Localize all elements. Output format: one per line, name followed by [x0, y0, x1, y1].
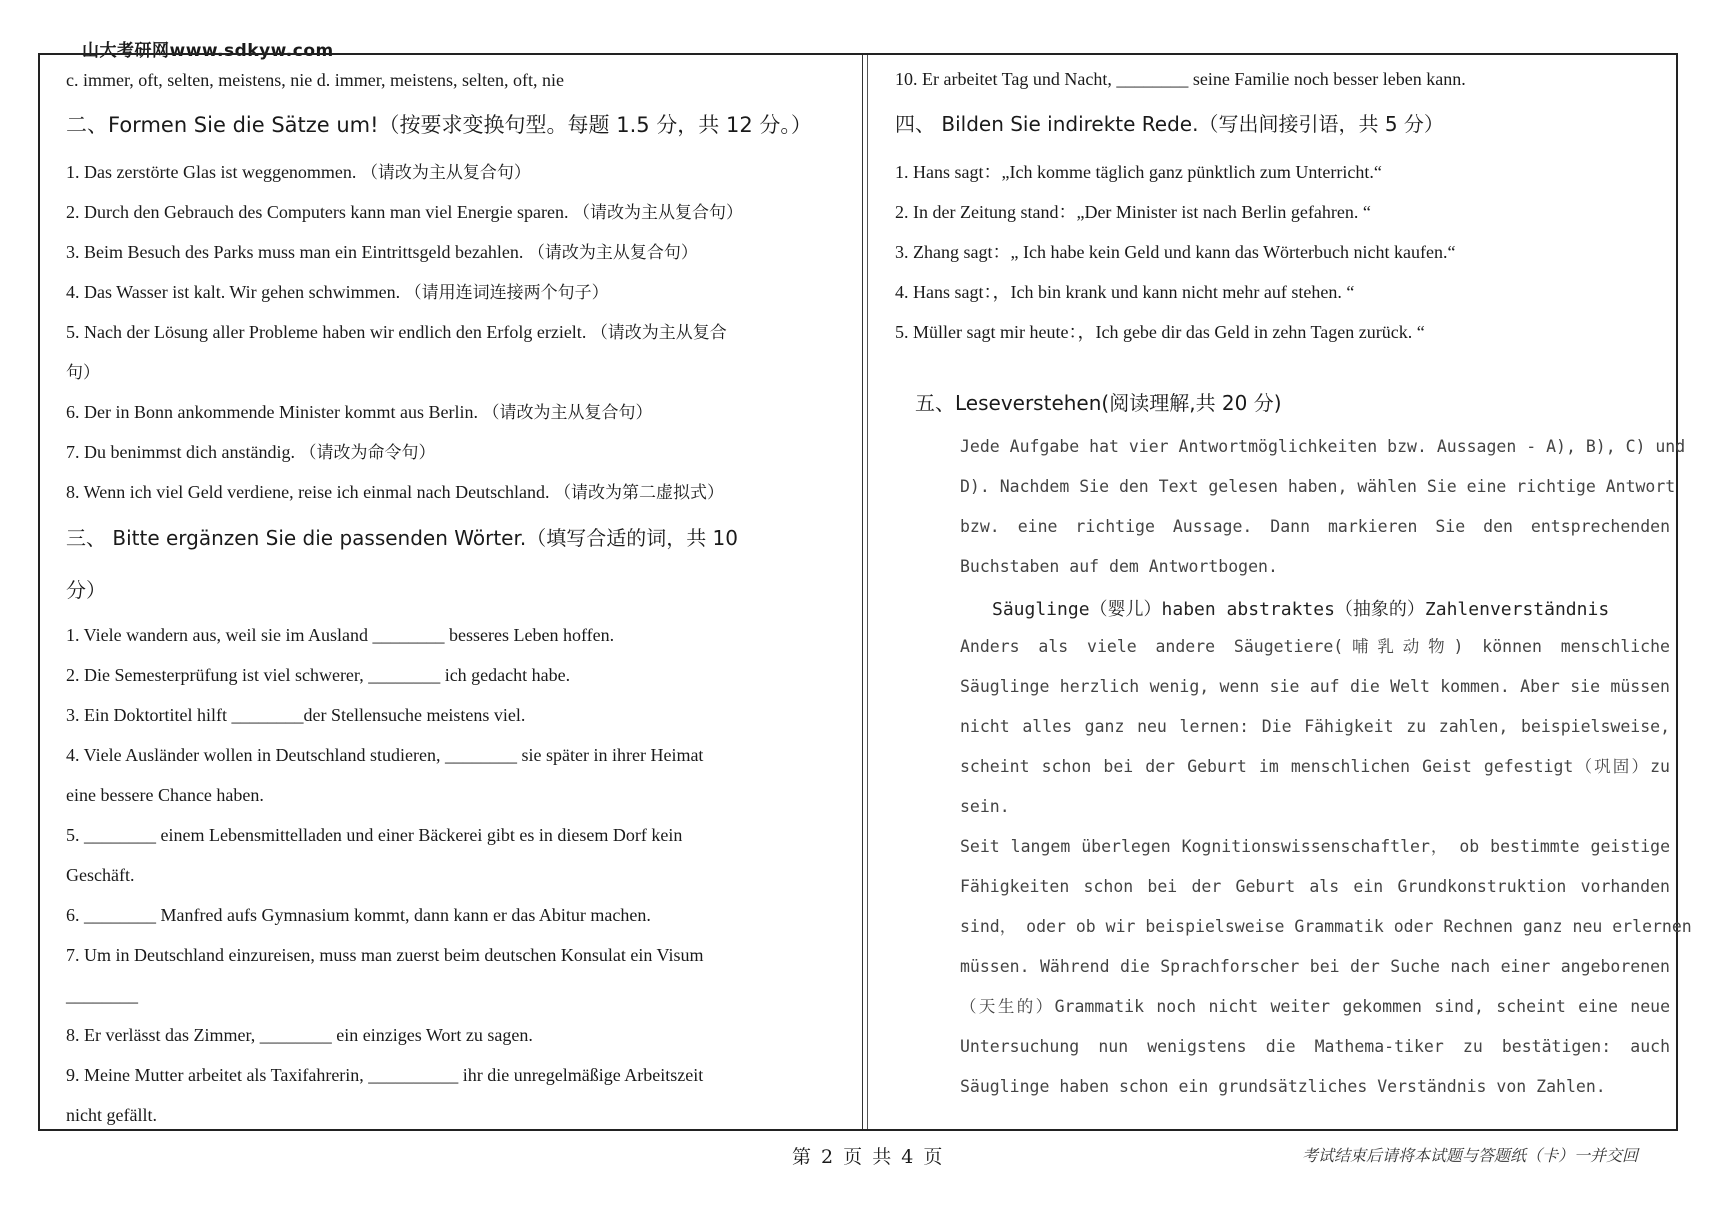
text-line: Untersuchung nun wenigstens die Mathema-tiker zu bestätigen: auch: [960, 1037, 1670, 1056]
s3-item-1: 1. Viele wandern aus, weil sie im Ausland ________ besseres Leben hoffen.: [66, 625, 615, 645]
s3-item-5-cont: Geschäft.: [66, 865, 135, 885]
s4-item-4: 4. Hans sagt：，Ich bin krank und kann nicht mehr auf stehen. “: [895, 282, 1355, 302]
s2-item-8: 8. Wenn ich viel Geld verdiene, reise ich einmal nach Deutschland. （请改为第二虚拟式）: [66, 482, 725, 503]
instruction-line: Buchstaben auf dem Antwortbogen.: [960, 557, 1278, 576]
instruction-line: Jede Aufgabe hat vier Antwortmöglichkeiten bzw. Aussagen - A), B), C) und: [960, 437, 1686, 456]
s2-item-2: 2. Durch den Gebrauch des Computers kann man viel Energie sparen. （请改为主从复合句）: [66, 202, 744, 223]
instruction-line: bzw. eine richtige Aussage. Dann markieren Sie den entsprechenden: [960, 517, 1670, 536]
s2-item-4: 4. Das Wasser ist kalt. Wir gehen schwimmen. （请用连词连接两个句子）: [66, 282, 609, 303]
text-line: sein.: [960, 797, 1010, 816]
s3-item-7-blank: ________: [66, 985, 138, 1005]
s3-item-4: 4. Viele Ausländer wollen in Deutschland studieren, ________ sie später in ihrer Heimat: [66, 745, 704, 765]
section-2-heading: 二、Formen Sie die Sätze um!（按要求变换句型。每题 1.5 分，共 12 分。）: [66, 113, 812, 137]
column-divider: [862, 55, 863, 1129]
s2-item-3: 3. Beim Besuch des Parks muss man ein Eintrittsgeld bezahlen. （请改为主从复合句）: [66, 242, 698, 263]
s2-item-5-cont: 句）: [66, 363, 100, 383]
s2-item-5: 5. Nach der Lösung aller Probleme haben wir endlich den Erfolg erzielt. （请改为主从复合: [66, 322, 727, 343]
s3-item-6: 6. ________ Manfred aufs Gymnasium kommt, dann kann er das Abitur machen.: [66, 905, 651, 925]
section-4-heading: 四、 Bilden Sie indirekte Rede.（写出间接引语，共 5 分）: [895, 112, 1444, 136]
exam-page-frame: [38, 53, 1692, 1131]
text-line: Säuglinge herzlich wenig, wenn sie auf die Welt kommen. Aber sie müssen: [960, 677, 1670, 696]
s4-item-3: 3. Zhang sagt：„ Ich habe kein Geld und kann das Wörterbuch nicht kaufen.“: [895, 242, 1456, 262]
s2-item-1: 1. Das zerstörte Glas ist weggenommen. （请改为主从复合句）: [66, 162, 531, 183]
s3-item-9: 9. Meine Mutter arbeitet als Taxifahrerin, __________ ihr die unregelmäßige Arbeitszeit: [66, 1065, 704, 1085]
text-line: Anders als viele andere Säugetiere(哺乳动物) können menschliche: [960, 637, 1670, 656]
text-line: Seit langem überlegen Kognitionswissenschaftler， ob bestimmte geistige: [960, 837, 1670, 856]
s4-item-5: 5. Müller sagt mir heute：，Ich gebe dir das Geld in zehn Tagen zurück. “: [895, 322, 1425, 342]
instruction-line: D). Nachdem Sie den Text gelesen haben, wählen Sie eine richtige Antwort: [960, 477, 1676, 496]
s3-item-10: 10. Er arbeitet Tag und Nacht, ________ seine Familie noch besser leben kann.: [895, 69, 1466, 89]
s4-item-2: 2. In der Zeitung stand：„Der Minister ist nach Berlin gefahren. “: [895, 202, 1371, 222]
column-divider-inner: [867, 55, 868, 1129]
text-line: （天生的）Grammatik noch nicht weiter gekommen sind, scheint eine neue: [960, 997, 1670, 1016]
s3-item-5: 5. ________ einem Lebensmittelladen und einer Bäckerei gibt es in diesem Dorf kein: [66, 825, 683, 845]
footer-note: 考试结束后请将本试题与答题纸（卡）一并交回: [1302, 1146, 1639, 1165]
text-line: nicht alles ganz neu lernen: Die Fähigkeit zu zahlen, beispielsweise,: [960, 717, 1670, 736]
text-line: scheint schon bei der Geburt im menschlichen Geist gefestigt（巩固）zu: [960, 757, 1670, 776]
text-line: müssen. Während die Sprachforscher bei der Suche nach einer angeborenen: [960, 957, 1670, 976]
text-line: Fähigkeiten schon bei der Geburt als ein Grundkonstruktion vorhanden: [960, 877, 1670, 896]
s3-item-3: 3. Ein Doktortitel hilft ________der Stellensuche meistens viel.: [66, 705, 526, 725]
text-line: sind， oder ob wir beispielsweise Grammatik oder Rechnen ganz neu erlernen: [960, 917, 1692, 936]
site-watermark: 山大考研网www.sdkyw.com: [82, 41, 334, 61]
options-line: c. immer, oft, selten, meistens, nie d. immer, meistens, selten, oft, nie: [66, 70, 564, 90]
section-3-heading-cont: 分）: [66, 578, 106, 602]
s2-item-6: 6. Der in Bonn ankommende Minister kommt aus Berlin. （请改为主从复合句）: [66, 402, 653, 423]
s3-item-2: 2. Die Semesterprüfung ist viel schwerer, ________ ich gedacht habe.: [66, 665, 571, 685]
s3-item-7: 7. Um in Deutschland einzureisen, muss man zuerst beim deutschen Konsulat ein Visum: [66, 945, 704, 965]
section-3-heading: 三、 Bitte ergänzen Sie die passenden Wörter.（填写合适的词，共 10: [66, 526, 739, 550]
text-line: Säuglinge haben schon ein grundsätzliches Verständnis von Zahlen.: [960, 1077, 1606, 1096]
s3-item-8: 8. Er verlässt das Zimmer, ________ ein einziges Wort zu sagen.: [66, 1025, 533, 1045]
page-number: 第 2 页 共 4 页: [792, 1146, 945, 1168]
reading-text-title: Säuglinge（婴儿）haben abstraktes（抽象的）Zahlenverständnis: [992, 599, 1610, 620]
s2-item-7: 7. Du benimmst dich anständig. （请改为命令句）: [66, 442, 436, 463]
s4-item-1: 1. Hans sagt：„Ich komme täglich ganz pünktlich zum Unterricht.“: [895, 162, 1382, 182]
section-5-heading: 五、Leseverstehen(阅读理解,共 20 分): [915, 391, 1282, 415]
s3-item-4-cont: eine bessere Chance haben.: [66, 785, 264, 805]
s3-item-9-cont: nicht gefällt.: [66, 1105, 157, 1125]
